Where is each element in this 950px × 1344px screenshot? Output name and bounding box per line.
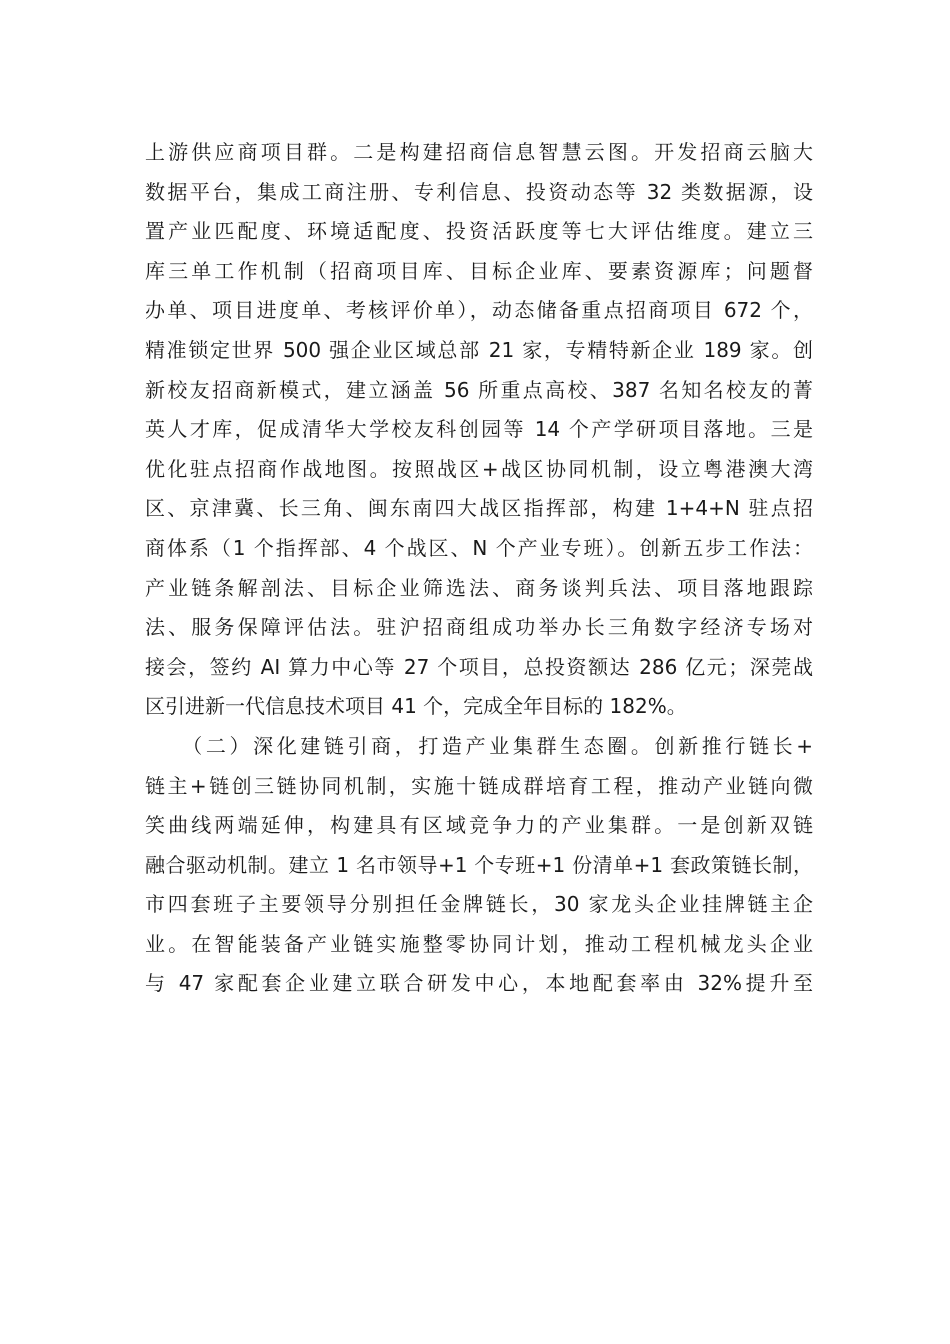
text-line: 链主+链创三链协同机制，实施十链成群培育工程，推动产业链向微 [145,773,813,798]
text-line: 区、京津冀、长三角、闽东南四大战区指挥部，构建 1+4+N 驻点招 [145,496,813,521]
section-heading-line: （二）深化建链引商，打造产业集群生态圈。创新推行链长+ [145,733,813,758]
text-line: 接会，签约 AI 算力中心等 27 个项目，总投资额达 286 亿元；深莞战 [145,654,813,679]
text-line: 英人才库，促成清华大学校友科创园等 14 个产学研项目落地。三是 [145,417,813,442]
text-line: 新校友招商新模式，建立涵盖 56 所重点高校、387 名知名校友的菁 [145,377,813,402]
text-line: 与 47 家配套企业建立联合研发中心，本地配套率由 32%提升至 [145,971,813,996]
text-line: 市四套班子主要领导分别担任金牌链长，30 家龙头企业挂牌链主企 [145,892,813,917]
text-line: 数据平台，集成工商注册、专利信息、投资动态等 32 类数据源，设 [145,179,813,204]
text-line: 法、服务保障评估法。驻沪招商组成功举办长三角数字经济专场对 [145,615,813,640]
text-line: 置产业匹配度、环境适配度、投资活跃度等七大评估维度。建立三 [145,219,813,244]
text-line-paragraph-end: 区引进新一代信息技术项目 41 个，完成全年目标的 182%。 [145,694,687,719]
text-line: 商体系（1 个指挥部、4 个战区、N 个产业专班）。创新五步工作法： [145,535,813,560]
text-line: 优化驻点招商作战地图。按照战区+战区协同机制，设立粤港澳大湾 [145,456,813,481]
text-line: 精准锁定世界 500 强企业区域总部 21 家，专精特新企业 189 家。创 [145,337,813,362]
text-line: 融合驱动机制。建立 1 名市领导+1 个专班+1 份清单+1 套政策链长制， [145,852,813,877]
text-line: 上游供应商项目群。二是构建招商信息智慧云图。开发招商云脑大 [145,140,813,164]
text-line: 笑曲线两端延伸，构建具有区域竞争力的产业集群。一是创新双链 [145,813,813,838]
text-line: 产业链条解剖法、目标企业筛选法、商务谈判兵法、项目落地跟踪 [145,575,813,600]
text-line: 业。在智能装备产业链实施整零协同计划，推动工程机械龙头企业 [145,931,813,956]
text-line: 办单、项目进度单、考核评价单），动态储备重点招商项目 672 个， [145,298,813,323]
body-text [145,133,813,1004]
text-line: 库三单工作机制（招商项目库、目标企业库、要素资源库；问题督 [145,258,813,283]
